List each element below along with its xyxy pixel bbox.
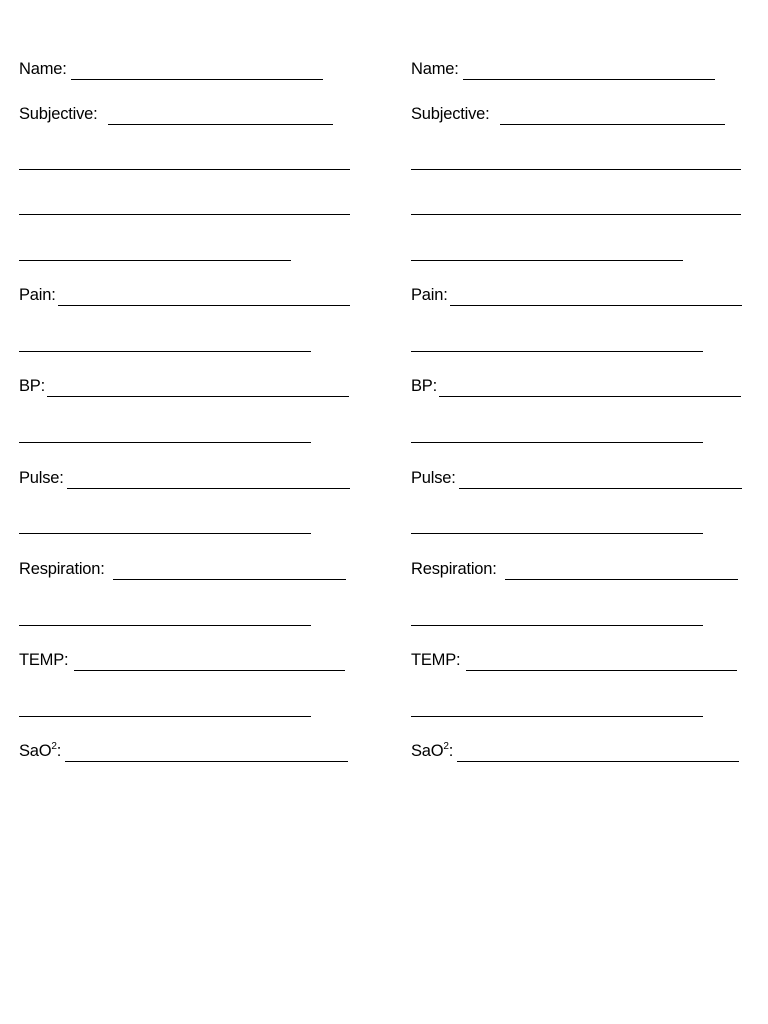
temp-label: TEMP:	[411, 651, 461, 669]
subjective-continuation-line[interactable]	[19, 214, 350, 215]
subjective-continuation-row	[19, 146, 350, 170]
respiration-input-line[interactable]	[113, 579, 346, 580]
respiration-continuation-line[interactable]	[411, 625, 703, 626]
pain-continuation-line[interactable]	[19, 351, 311, 352]
sao2-label-base: SaO	[411, 742, 444, 760]
pain-continuation-row	[19, 328, 311, 352]
sao2-label-suffix: :	[56, 742, 62, 760]
temp-input-line[interactable]	[74, 670, 345, 671]
subjective-continuation-row	[411, 237, 683, 261]
temp-row	[411, 647, 737, 671]
name-label: Name:	[411, 60, 459, 78]
temp-continuation-row	[19, 693, 311, 717]
pulse-row	[411, 465, 742, 489]
pain-row	[19, 282, 350, 306]
subjective-continuation-row	[411, 146, 741, 170]
pain-continuation-row	[411, 328, 703, 352]
subjective-continuation-line[interactable]	[19, 260, 291, 261]
name-input-line[interactable]	[463, 79, 715, 80]
pulse-continuation-row	[19, 510, 311, 534]
subjective-continuation-row	[19, 191, 350, 215]
name-input-line[interactable]	[71, 79, 323, 80]
subjective-continuation-row	[411, 191, 741, 215]
bp-continuation-line[interactable]	[19, 442, 311, 443]
respiration-row	[19, 556, 346, 580]
bp-input-line[interactable]	[439, 396, 741, 397]
bp-label: BP:	[411, 377, 437, 395]
pain-continuation-line[interactable]	[411, 351, 703, 352]
name-row	[411, 56, 716, 80]
sao2-input-line[interactable]	[65, 761, 348, 762]
pain-input-line[interactable]	[58, 305, 350, 306]
pain-label: Pain:	[19, 286, 56, 304]
sao2-label-superscript: 2	[51, 740, 57, 752]
temp-input-line[interactable]	[466, 670, 737, 671]
pulse-row	[19, 465, 350, 489]
subjective-label: Subjective:	[411, 105, 490, 123]
respiration-label: Respiration:	[19, 560, 105, 578]
pulse-label: Pulse:	[19, 469, 64, 487]
respiration-continuation-line[interactable]	[19, 625, 311, 626]
pain-input-line[interactable]	[450, 305, 742, 306]
subjective-continuation-line[interactable]	[411, 169, 741, 170]
pain-label: Pain:	[411, 286, 448, 304]
pulse-continuation-line[interactable]	[411, 533, 703, 534]
pulse-input-line[interactable]	[67, 488, 350, 489]
temp-continuation-line[interactable]	[19, 716, 311, 717]
subjective-row	[411, 101, 725, 125]
name-label: Name:	[19, 60, 67, 78]
subjective-label: Subjective:	[19, 105, 98, 123]
bp-continuation-row	[19, 419, 311, 443]
temp-label: TEMP:	[19, 651, 69, 669]
bp-label: BP:	[19, 377, 45, 395]
sao2-input-line[interactable]	[457, 761, 739, 762]
temp-continuation-row	[411, 693, 703, 717]
respiration-input-line[interactable]	[505, 579, 738, 580]
bp-continuation-row	[411, 419, 703, 443]
name-row	[19, 56, 324, 80]
bp-input-line[interactable]	[47, 396, 349, 397]
sao2-label-suffix: :	[448, 742, 454, 760]
respiration-continuation-row	[411, 602, 703, 626]
sao2-label	[411, 742, 453, 760]
subjective-input-line[interactable]	[500, 124, 725, 125]
subjective-continuation-line[interactable]	[411, 260, 683, 261]
sao2-row	[19, 738, 348, 762]
respiration-continuation-row	[19, 602, 311, 626]
sao2-row	[411, 738, 739, 762]
respiration-label: Respiration:	[411, 560, 497, 578]
bp-continuation-line[interactable]	[411, 442, 703, 443]
subjective-row	[19, 101, 335, 125]
bp-row	[411, 373, 741, 397]
bp-row	[19, 373, 349, 397]
subjective-continuation-row	[19, 237, 291, 261]
pain-row	[411, 282, 742, 306]
pulse-continuation-line[interactable]	[19, 533, 311, 534]
pulse-input-line[interactable]	[459, 488, 742, 489]
sao2-label	[19, 742, 61, 760]
subjective-continuation-line[interactable]	[19, 169, 350, 170]
subjective-continuation-line[interactable]	[411, 214, 741, 215]
pulse-label: Pulse:	[411, 469, 456, 487]
pulse-continuation-row	[411, 510, 703, 534]
sao2-label-base: SaO	[19, 742, 52, 760]
respiration-row	[411, 556, 738, 580]
subjective-input-line[interactable]	[108, 124, 333, 125]
temp-continuation-line[interactable]	[411, 716, 703, 717]
sao2-label-superscript: 2	[443, 740, 449, 752]
temp-row	[19, 647, 345, 671]
